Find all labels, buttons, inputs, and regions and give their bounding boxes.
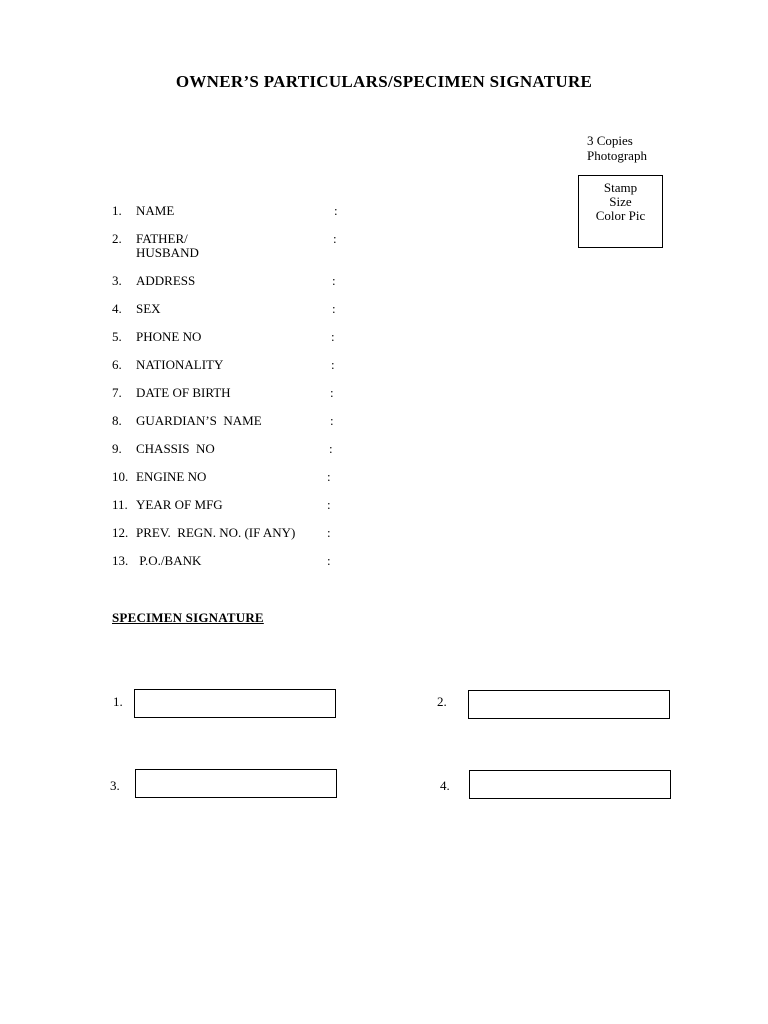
signature-box-3[interactable] — [135, 769, 337, 798]
field-colon: : — [332, 273, 336, 288]
field-number: 9. — [112, 441, 122, 456]
field-label: ENGINE NO — [136, 469, 207, 484]
field-number: 7. — [112, 385, 122, 400]
photo-note-line-1: 3 Copies — [587, 133, 633, 148]
field-number: 11. — [112, 497, 128, 512]
field-label: YEAR OF MFG — [136, 497, 223, 512]
specimen-signature-heading: SPECIMEN SIGNATURE — [112, 610, 264, 625]
photo-box-line-1: Stamp — [603, 180, 638, 195]
field-colon: : — [332, 301, 336, 316]
field-colon: : — [330, 385, 334, 400]
signature-box-2[interactable] — [468, 690, 670, 719]
field-label: PREV. REGN. NO. (IF ANY) — [136, 525, 296, 540]
field-colon: : — [331, 357, 335, 372]
field-number: 12. — [112, 525, 129, 540]
field-label — [136, 232, 199, 260]
field-colon: : — [327, 553, 331, 568]
field-colon: : — [327, 525, 331, 540]
signature-box-4[interactable] — [469, 770, 671, 799]
signature-number-2: 2. — [437, 694, 447, 709]
photograph-note — [587, 133, 647, 163]
field-number: 2. — [112, 231, 122, 246]
signature-number-1: 1. — [113, 694, 123, 709]
photo-box-line-2: Size — [609, 194, 632, 209]
photo-note-line-2: Photograph — [587, 148, 647, 163]
signature-box-1[interactable] — [134, 689, 336, 718]
field-number: 4. — [112, 301, 122, 316]
form-title: OWNER’S PARTICULARS/SPECIMEN SIGNATURE — [175, 72, 593, 91]
field-colon: : — [327, 469, 331, 484]
field-number: 5. — [112, 329, 122, 344]
signature-number-4: 4. — [440, 778, 450, 793]
field-colon: : — [330, 413, 334, 428]
field-label: P.O./BANK — [136, 553, 202, 568]
field-colon: : — [327, 497, 331, 512]
field-number: 1. — [112, 203, 122, 218]
field-label-line-2: HUSBAND — [136, 245, 199, 260]
field-number: 3. — [112, 273, 122, 288]
field-label: PHONE NO — [136, 329, 202, 344]
signature-number-3: 3. — [110, 778, 120, 793]
field-number: 8. — [112, 413, 122, 428]
field-colon: : — [333, 231, 337, 246]
field-label: ADDRESS — [136, 273, 196, 288]
field-label: NAME — [136, 203, 175, 218]
field-number: 13. — [112, 553, 129, 568]
field-number: 10. — [112, 469, 129, 484]
field-label: NATIONALITY — [136, 357, 224, 372]
field-label-line-1: FATHER/ — [136, 231, 188, 246]
field-colon: : — [329, 441, 333, 456]
photo-placeholder-box[interactable] — [578, 175, 663, 248]
field-label: DATE OF BIRTH — [136, 385, 231, 400]
field-label: CHASSIS NO — [136, 441, 215, 456]
field-colon: : — [334, 203, 338, 218]
photo-box-line-3: Color Pic — [595, 208, 646, 223]
field-colon: : — [331, 329, 335, 344]
field-label: SEX — [136, 301, 161, 316]
field-number: 6. — [112, 357, 122, 372]
field-label: GUARDIAN’S NAME — [136, 413, 262, 428]
